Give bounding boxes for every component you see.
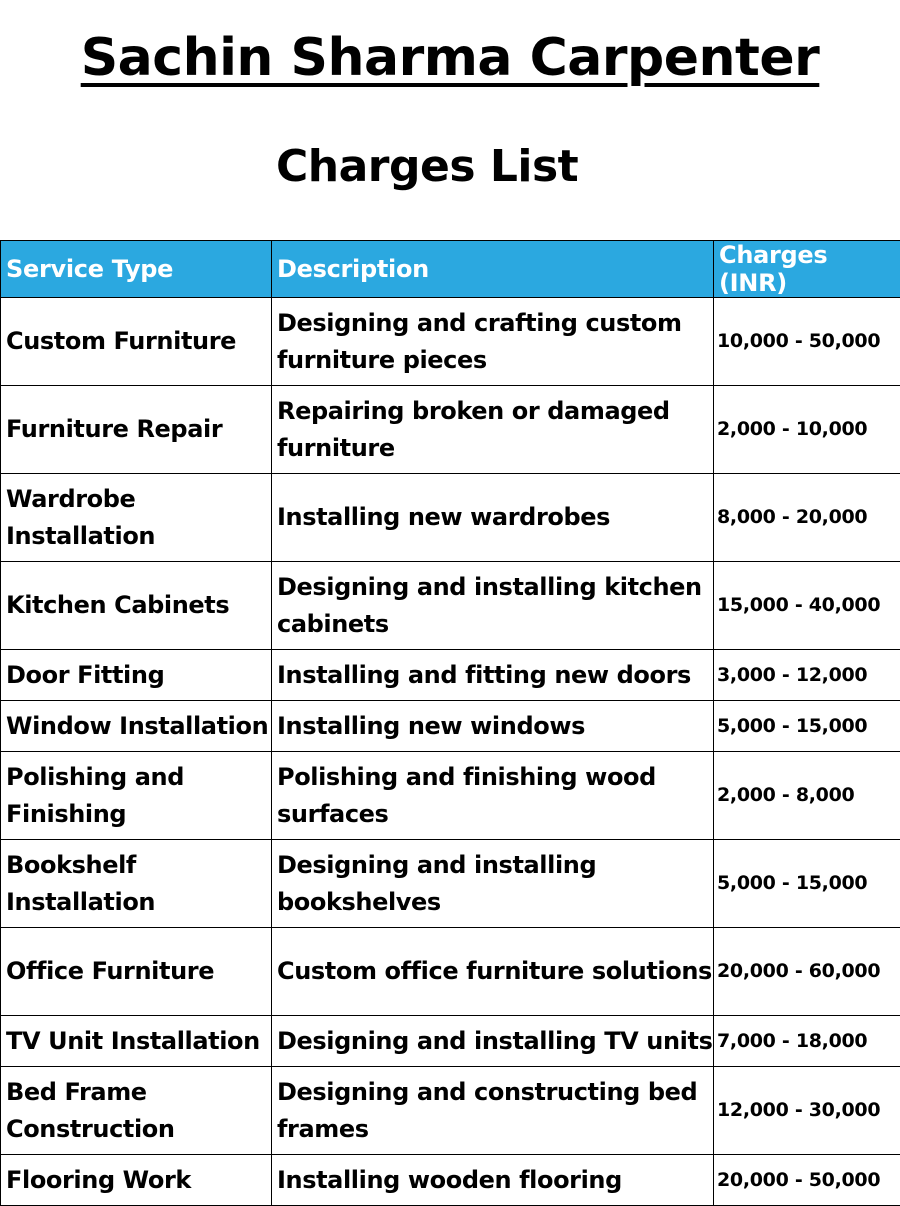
- charges-cell: 20,000 - 50,000: [714, 1155, 900, 1206]
- service-cell: Furniture Repair: [1, 386, 272, 474]
- table-row: [1, 1067, 900, 1155]
- table-row: [1, 1016, 900, 1067]
- description-cell: Installing wooden flooring: [272, 1155, 714, 1206]
- description-cell: Custom office furniture solutions: [272, 928, 714, 1016]
- description-cell: Installing and fitting new doors: [272, 650, 714, 701]
- charges-cell: 2,000 - 8,000: [714, 752, 900, 840]
- description-cell: Designing and installing kitchen cabinets: [272, 562, 714, 650]
- table-row: [1, 928, 900, 1016]
- description-cell: Repairing broken or damaged furniture: [272, 386, 714, 474]
- description-cell: Installing new wardrobes: [272, 474, 714, 562]
- table-row: [1, 474, 900, 562]
- service-cell: Bed Frame Construction: [1, 1067, 272, 1155]
- service-cell: Window Installation: [1, 701, 272, 752]
- description-cell: Designing and constructing bed frames: [272, 1067, 714, 1155]
- service-cell: Wardrobe Installation: [1, 474, 272, 562]
- table-row: [1, 298, 900, 386]
- service-cell: Kitchen Cabinets: [1, 562, 272, 650]
- charges-cell: 5,000 - 15,000: [714, 840, 900, 928]
- description-cell: Designing and installing bookshelves: [272, 840, 714, 928]
- service-cell: Bookshelf Installation: [1, 840, 272, 928]
- charges-cell: 10,000 - 50,000: [714, 298, 900, 386]
- charges-table: [0, 240, 900, 1206]
- charges-cell: 7,000 - 18,000: [714, 1016, 900, 1067]
- charges-cell: 2,000 - 10,000: [714, 386, 900, 474]
- charges-cell: 3,000 - 12,000: [714, 650, 900, 701]
- charges-cell: 15,000 - 40,000: [714, 562, 900, 650]
- column-header-description: Description: [272, 241, 714, 298]
- description-cell: Designing and installing TV units: [272, 1016, 714, 1067]
- description-cell: Polishing and finishing wood surfaces: [272, 752, 714, 840]
- description-cell: Installing new windows: [272, 701, 714, 752]
- service-cell: Custom Furniture: [1, 298, 272, 386]
- table-row: [1, 562, 900, 650]
- table-row: [1, 840, 900, 928]
- charges-cell: 8,000 - 20,000: [714, 474, 900, 562]
- service-cell: Flooring Work: [1, 1155, 272, 1206]
- service-cell: Polishing and Finishing: [1, 752, 272, 840]
- service-cell: Office Furniture: [1, 928, 272, 1016]
- table-row: [1, 701, 900, 752]
- charges-cell: 20,000 - 60,000: [714, 928, 900, 1016]
- service-cell: Door Fitting: [1, 650, 272, 701]
- table-header-row: [1, 241, 900, 298]
- table-row: [1, 1155, 900, 1206]
- column-header-service-type: Service Type: [1, 241, 272, 298]
- page-subtitle: Charges List: [276, 137, 578, 197]
- table-row: [1, 650, 900, 701]
- description-cell: Designing and crafting custom furniture pieces: [272, 298, 714, 386]
- page-title: Sachin Sharma Carpenter: [0, 22, 900, 94]
- charges-cell: 5,000 - 15,000: [714, 701, 900, 752]
- table-row: [1, 752, 900, 840]
- charges-cell: 12,000 - 30,000: [714, 1067, 900, 1155]
- column-header-charges: Charges (INR): [714, 241, 900, 298]
- service-cell: TV Unit Installation: [1, 1016, 272, 1067]
- table-row: [1, 386, 900, 474]
